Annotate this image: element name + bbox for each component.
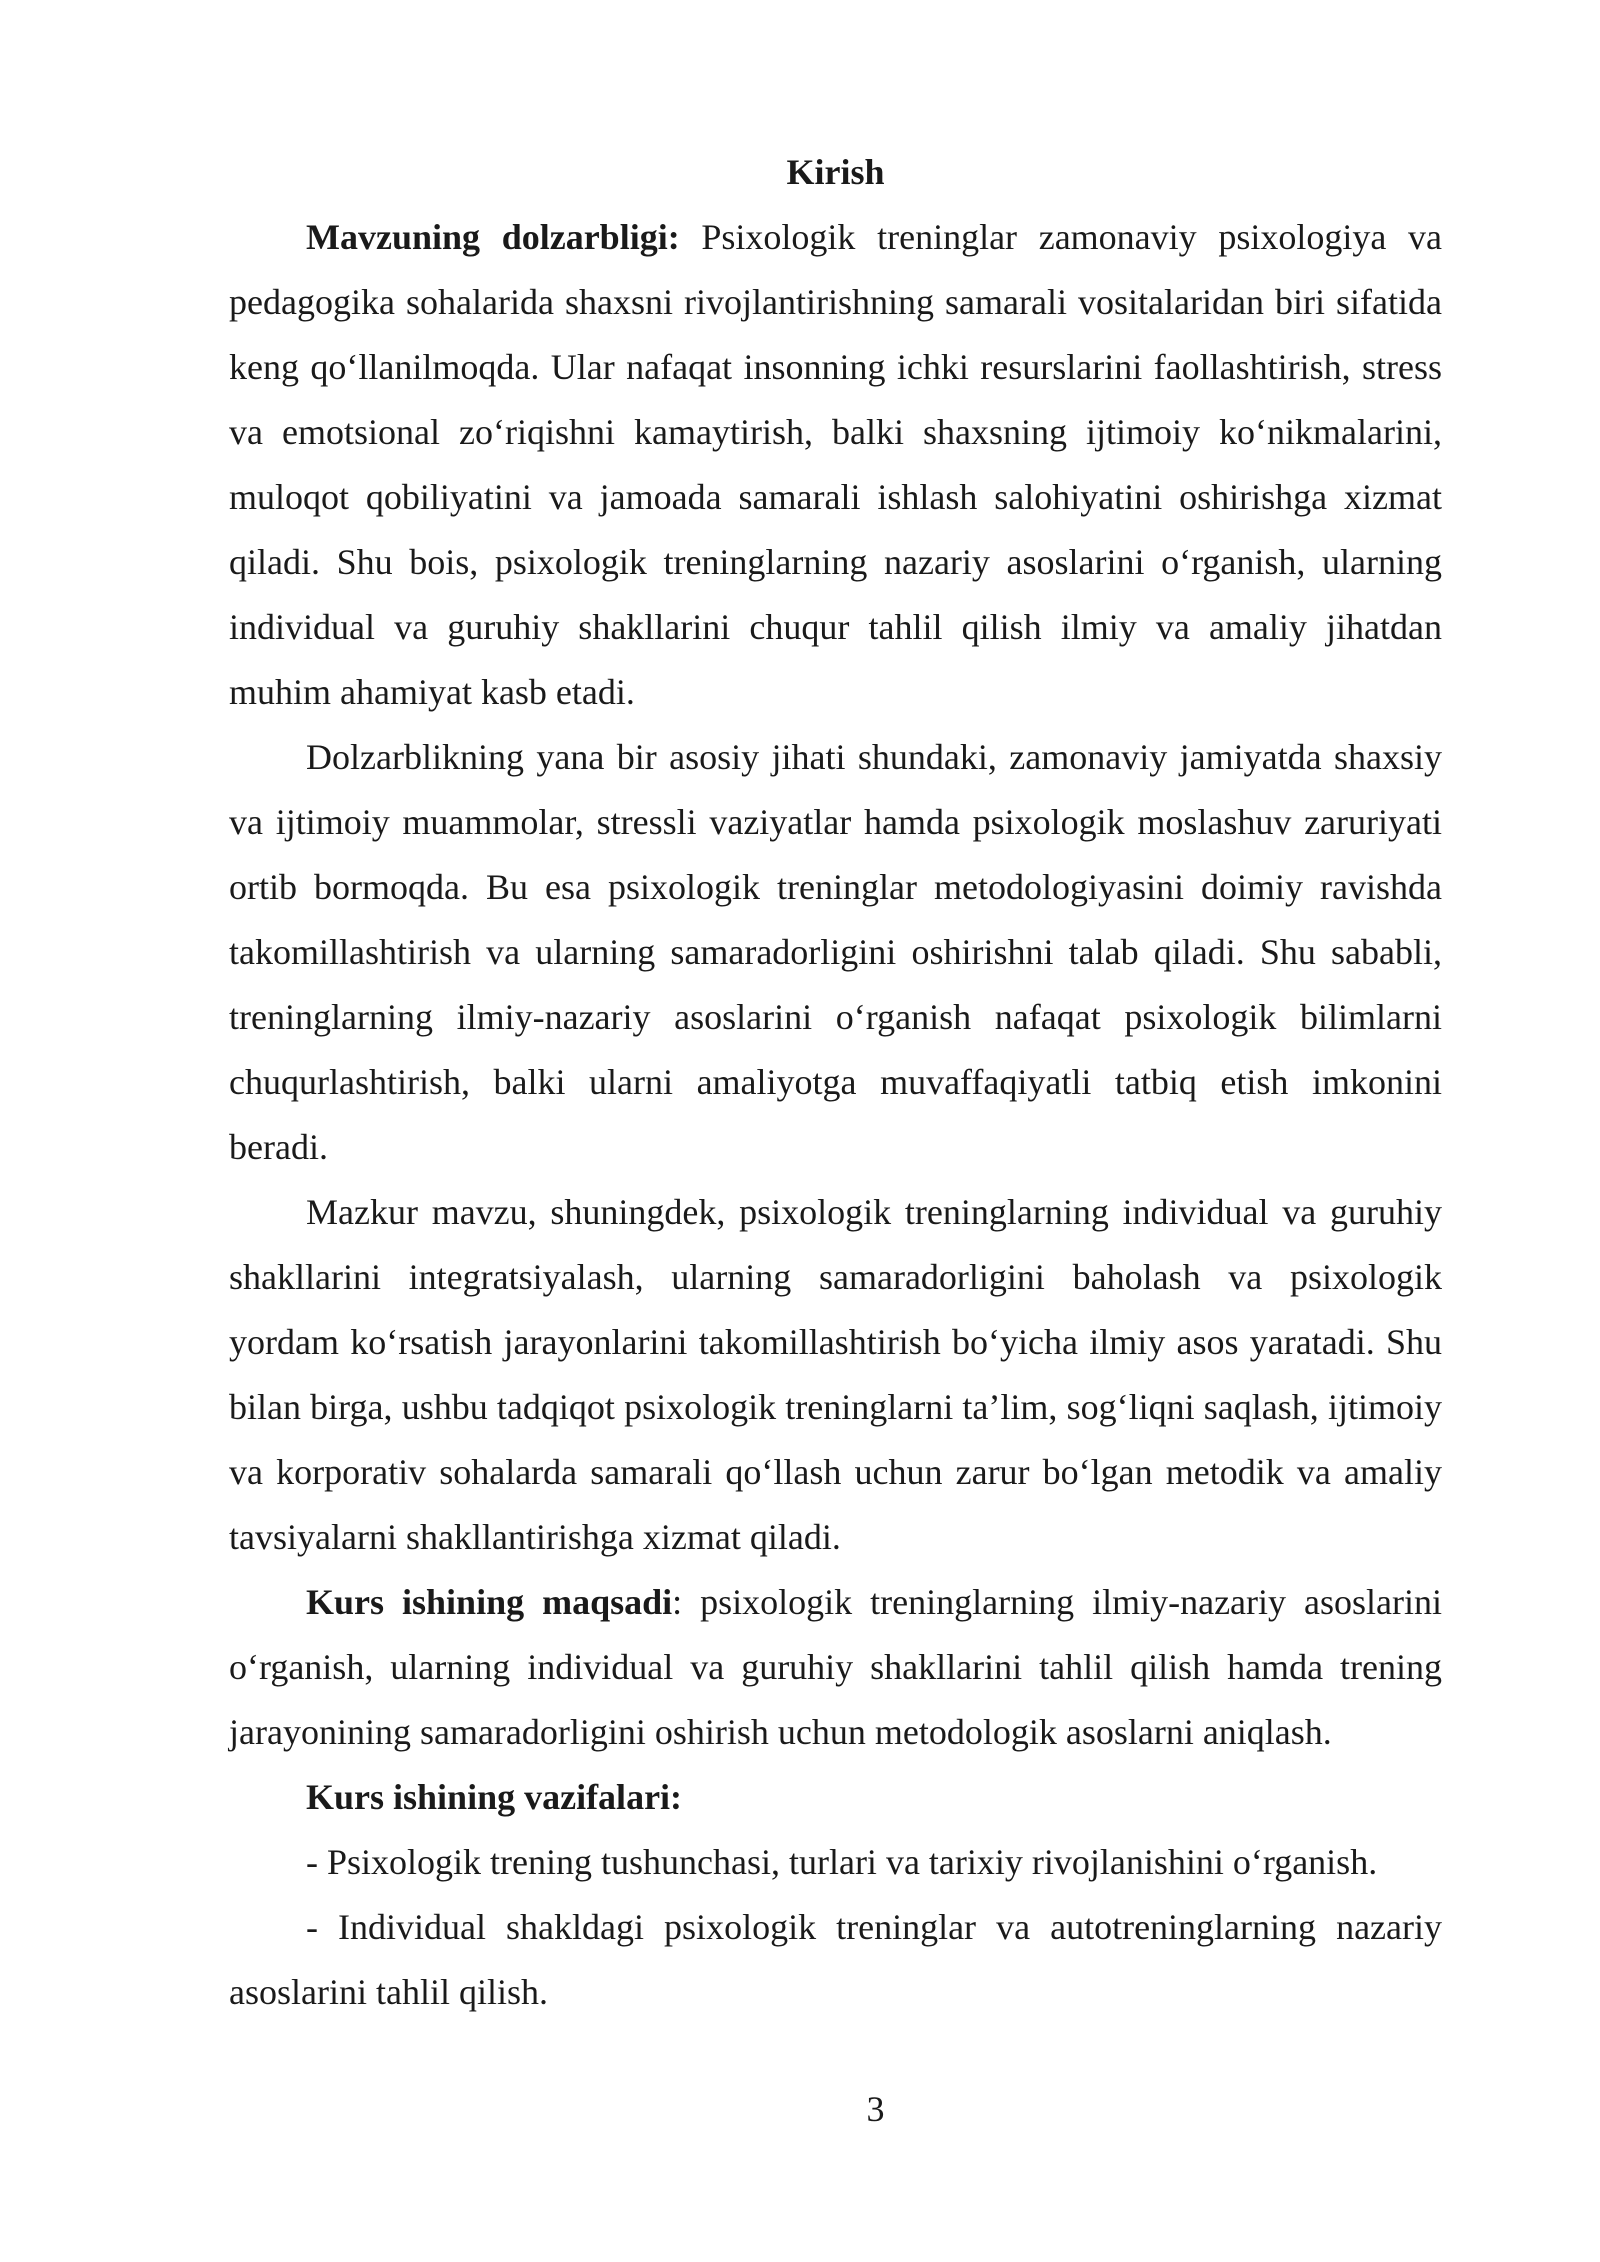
paragraph-text: Mazkur mavzu, shuningdek, psixologik treninglarning individual va guruhiy shakllarini integratsiyalash, ularning samaradorligini baholash va psixologik yordam ko‘rsatish jarayonlarini takomillashtirish bo‘yicha ilmiy asos yaratadi. Shu bilan birga, ushbu tadqiqot psixologik treninglarni ta’lim, sog‘liqni saqlash, ijtimoiy va korporativ sohalarda samarali qo‘llash uchun zarur bo‘lgan metodik va amaliy tavsiyalarni shakllantirishga xizmat qiladi. (229, 1192, 1442, 1557)
paragraph-text: Dolzarblikning yana bir asosiy jihati shundaki, zamonaviy jamiyatda shaxsiy va ijtimoiy muammolar, stressli vaziyatlar hamda psixologik moslashuv zaruriyati ortib bormoqda. Bu esa psixologik treninglar metodologiyasini doimiy ravishda takomillashtirish va ularning samaradorligini oshirishni talab qiladi. Shu sababli, treninglarning ilmiy-nazariy asoslarini o‘rganish nafaqat psixologik bilimlarni chuqurlashtirish, balki ularni amaliyotga muvaffaqiyatli tatbiq etish imkonini beradi. (229, 737, 1442, 1167)
paragraph-text: Psixologik treninglar zamonaviy psixologiya va pedagogika sohalarida shaxsni rivojlantirishning samarali vositalaridan biri sifatida keng qo‘llanilmoqda. Ular nafaqat insonning ichki resurslarini faollashtirish, stress va emotsional zo‘riqishni kamaytirish, balki shaxsning ijtimoiy ko‘nikmalarini, muloqot qobiliyatini va jamoada samarali ishlash salohiyatini oshirishga xizmat qiladi. Shu bois, psixologik treninglarning nazariy asoslarini o‘rganish, ularning individual va guruhiy shakllarini chuqur tahlil qilish ilmiy va amaliy jihatdan muhim ahamiyat kasb etadi. (229, 217, 1442, 712)
paragraph-relevance (229, 205, 1442, 725)
section-title: Kirish (786, 152, 885, 192)
paragraph-topic (229, 1180, 1442, 1570)
paragraph-lead: Mavzuning dolzarbligi: (306, 217, 680, 257)
paragraph-text: : psixologik treninglarning ilmiy-nazariy asoslarini o‘rganish, ularning individual va guruhiy shakllarini tahlil qilish hamda trening jarayonining samaradorligini oshirish uchun metodologik asoslarni aniqlash. (229, 1582, 1442, 1752)
page-content (229, 140, 1442, 2025)
task-item-2: - Individual shakldagi psixologik treninglar va autotreninglarning nazariy asoslarini tahlil qilish. (229, 1907, 1442, 2012)
paragraph-relevance-2 (229, 725, 1442, 1180)
task-item-1: - Psixologik trening tushunchasi, turlari va tarixiy rivojlanishini o‘rganish. (306, 1842, 1378, 1882)
page-number: 3 (866, 2089, 885, 2129)
paragraph-lead: Kurs ishining vazifalari: (306, 1777, 683, 1817)
paragraph-lead: Kurs ishining maqsadi (306, 1582, 673, 1622)
paragraph-goal (229, 1570, 1442, 1765)
paragraph-tasks-heading (229, 1765, 1442, 1830)
